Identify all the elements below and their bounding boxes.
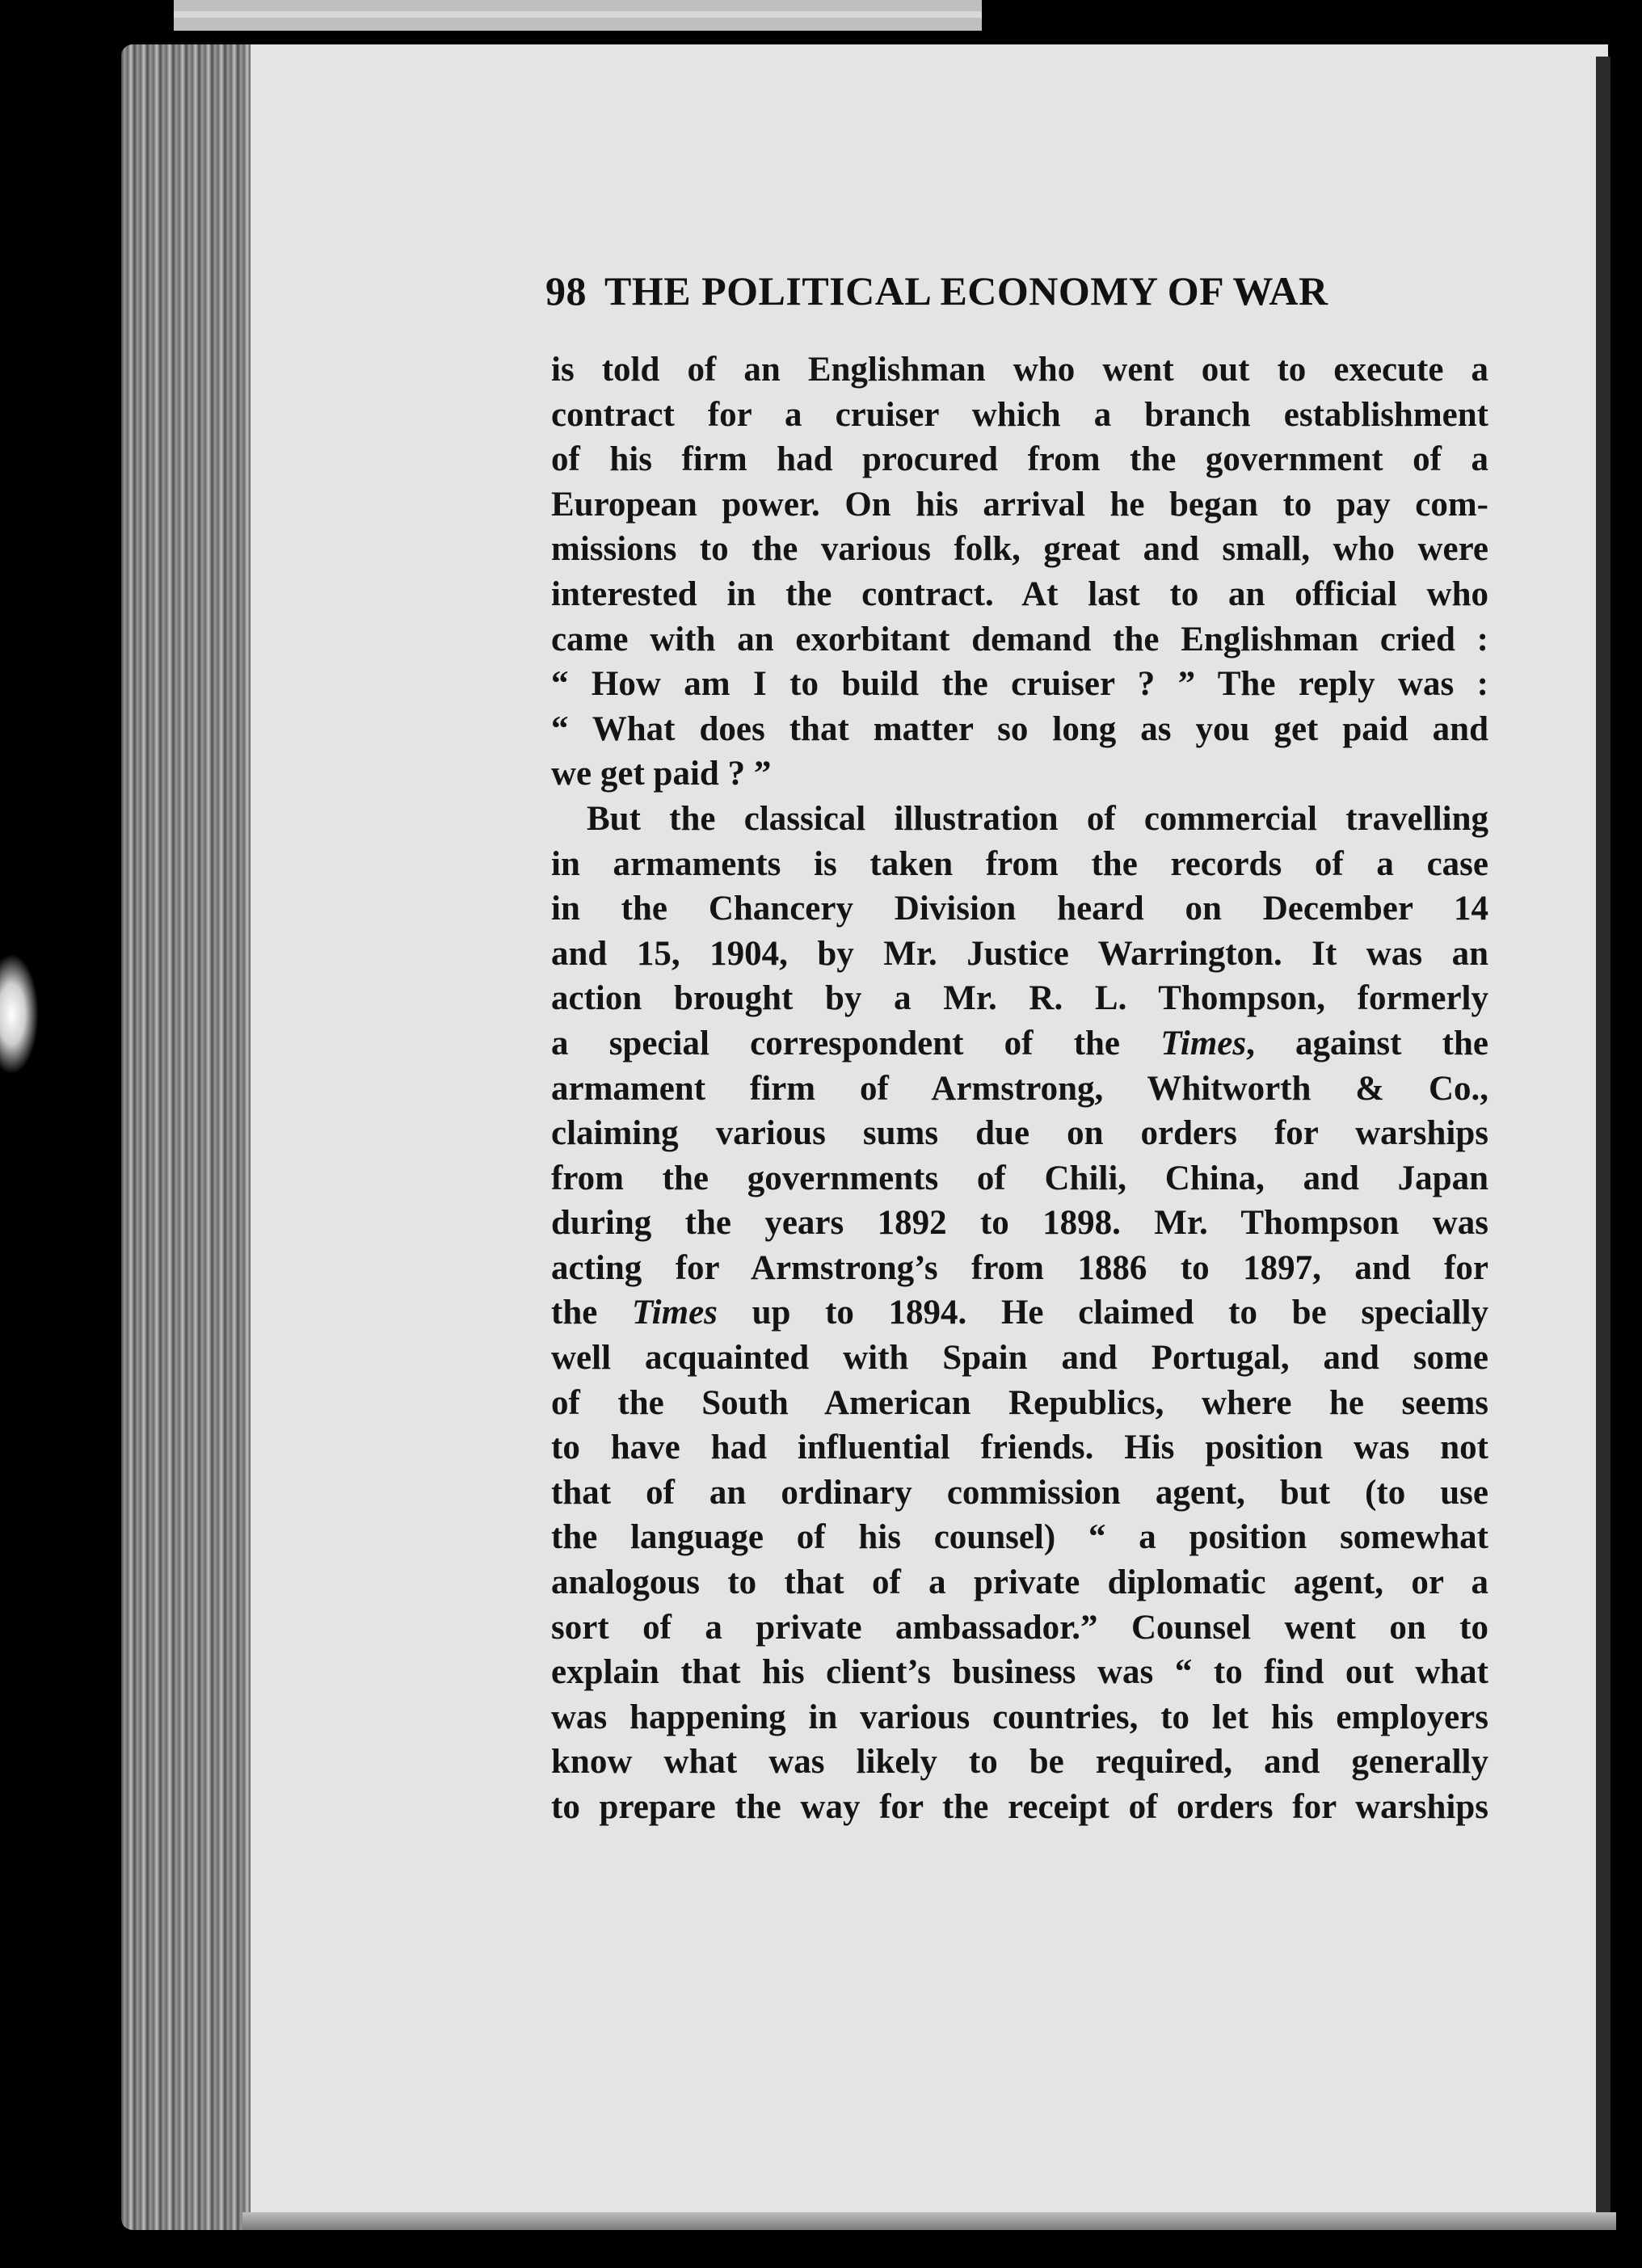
- text-line: in armaments is taken from the records of a case: [551, 844, 1488, 883]
- text-line: well acquainted with Spain and Portugal, and some: [551, 1339, 1488, 1378]
- text-line: to prepare the way for the receipt of orders for warships: [551, 1788, 1488, 1826]
- running-head: [545, 267, 1483, 315]
- text-line: to have had influential friends. His position was not: [551, 1429, 1488, 1467]
- body-text: [551, 347, 1488, 1830]
- text-line: interested in the contract. At last to an official who: [551, 574, 1488, 613]
- page-number: 98: [545, 268, 587, 313]
- text-line: know what was likely to be required, and generally: [551, 1743, 1488, 1782]
- text-line: acting for Armstrong’s from 1886 to 1897, and for: [551, 1248, 1488, 1287]
- text-line: that of an ordinary commission agent, but (to use: [551, 1473, 1488, 1512]
- text-line: the language of his counsel) “ a position somewhat: [551, 1518, 1488, 1557]
- italic-title: Times: [632, 1294, 718, 1332]
- text-line: explain that his client’s business was “ to find out what: [551, 1653, 1488, 1692]
- text-line: action brought by a Mr. R. L. Thompson, formerly: [551, 979, 1488, 1018]
- text-line: claiming various sums due on orders for warships: [551, 1114, 1488, 1153]
- text-line: missions to the various folk, great and small, who were: [551, 530, 1488, 569]
- page-right-shadow: [1596, 57, 1610, 2230]
- text-line: “ What does that matter so long as you get paid and: [551, 709, 1488, 748]
- text-line: during the years 1892 to 1898. Mr. Thompson was: [551, 1204, 1488, 1243]
- italic-title: Times: [1160, 1024, 1247, 1062]
- text-line: of his firm had procured from the government of a: [551, 440, 1488, 479]
- scan-smudge: [0, 953, 39, 1075]
- text-line: we get paid ? ”: [551, 755, 772, 793]
- text-line: was happening in various countries, to let his employers: [551, 1698, 1488, 1736]
- text-line: a special correspondent of the Times, against the: [551, 1024, 1488, 1062]
- text-line: the Times up to 1894. He claimed to be specially: [551, 1294, 1488, 1332]
- text-line: in the Chancery Division heard on December 14: [551, 890, 1488, 928]
- text-line: contract for a cruiser which a branch establishment: [551, 395, 1488, 434]
- text-line: and 15, 1904, by Mr. Justice Warrington. It was an: [551, 934, 1488, 973]
- text-line: But the classical illustration of commercial travelling: [587, 799, 1488, 838]
- book-page-edges: [121, 44, 259, 2230]
- text-line: sort of a private ambassador.” Counsel went on to: [551, 1608, 1488, 1647]
- text-line: came with an exorbitant demand the Englishman cried :: [551, 620, 1488, 659]
- text-line: of the South American Republics, where he seems: [551, 1383, 1488, 1422]
- page-bottom-edge: [242, 2212, 1616, 2230]
- text-line: from the governments of Chili, China, and Japan: [551, 1159, 1488, 1197]
- text-line: “ How am I to build the cruiser ? ” The reply was :: [551, 665, 1488, 704]
- text-line: analogous to that of a private diplomatic agent, or a: [551, 1563, 1488, 1602]
- text-line: armament firm of Armstrong, Whitworth & Co.,: [551, 1069, 1488, 1108]
- book-title: THE POLITICAL ECONOMY OF WAR: [604, 268, 1328, 313]
- text-line: European power. On his arrival he began to pay com-: [551, 485, 1488, 524]
- scan-artifact-strip-highlight: [174, 11, 982, 18]
- text-line: is told of an Englishman who went out to execute a: [551, 351, 1488, 389]
